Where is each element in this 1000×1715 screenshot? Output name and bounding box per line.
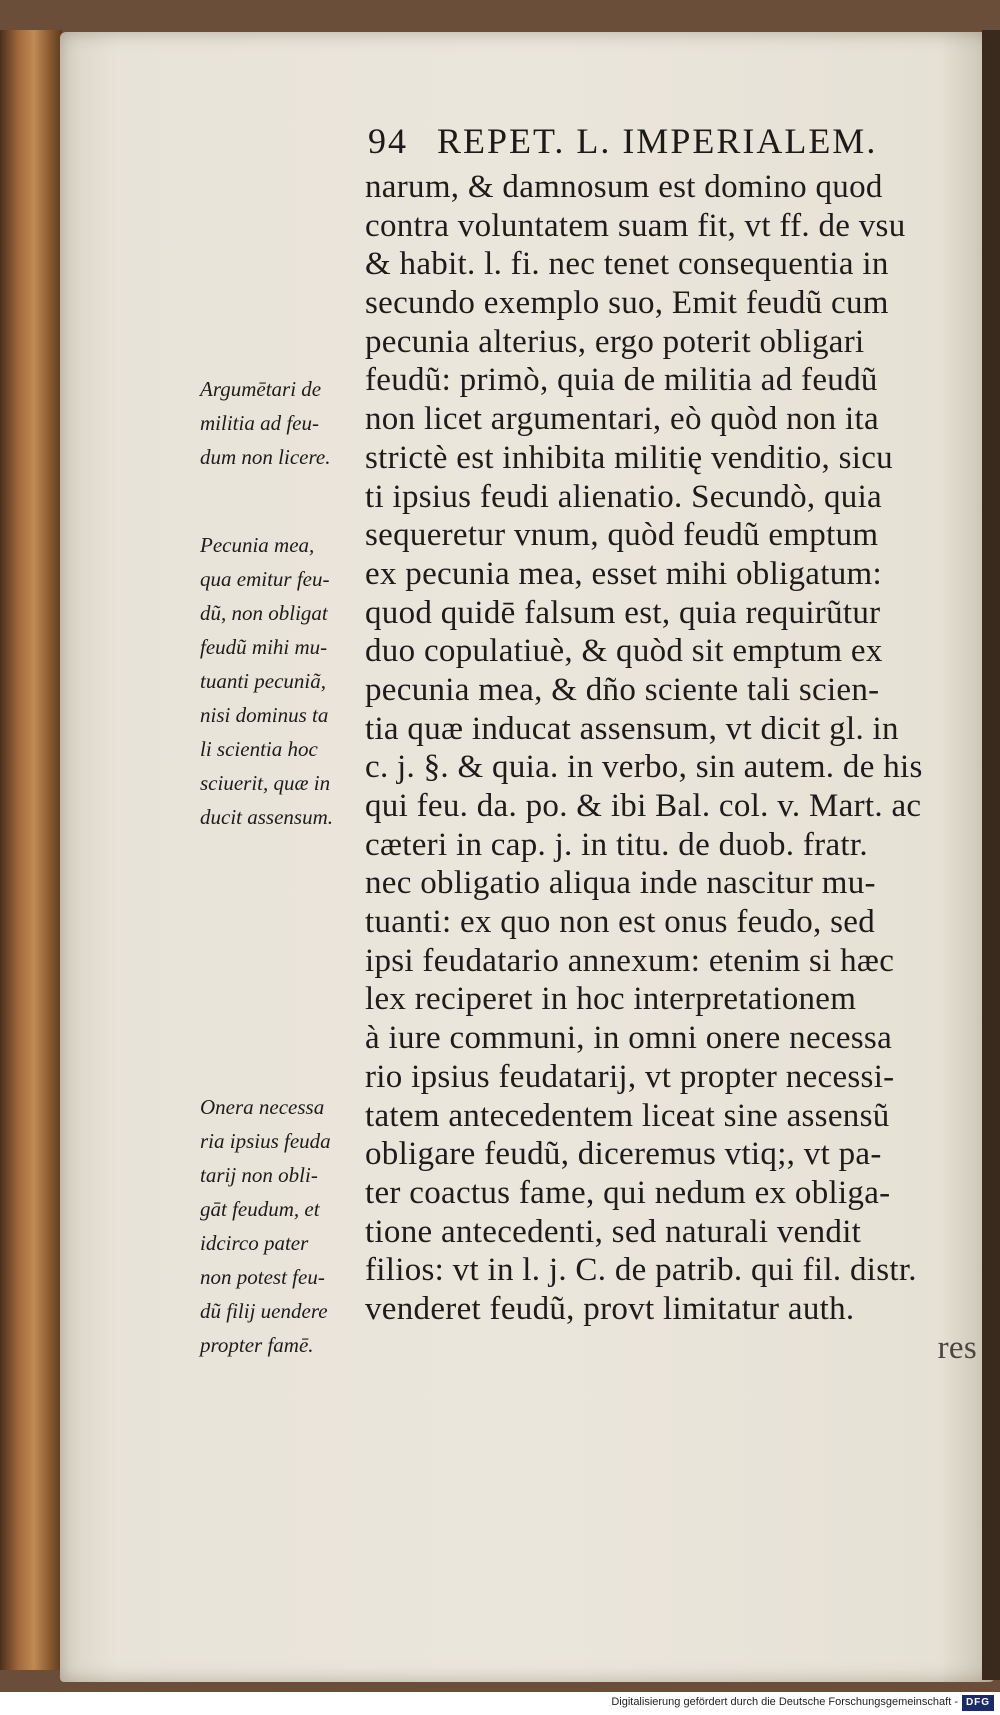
marginal-note-line: sciuerit, quæ in [200,771,331,795]
text-line: & habit. l. fi. nec tenet consequentia in [365,246,889,283]
book-spine-edge [0,30,62,1670]
marginal-note-line: ducit assensum. [200,805,333,829]
dfg-logo: DFG [962,1695,994,1711]
text-line: à iure communi, in omni onere necessa [365,1020,893,1057]
marginal-note-line: idcirco pater [200,1231,309,1255]
marginal-note-line: militia ad feu- [200,411,319,435]
marginal-note-line: dũ, non obligat [200,601,328,625]
funding-credit: Digitalisierung gefördert durch die Deutsche Forschungsgemeinschaft - [611,1696,958,1708]
text-line: rio ipsius feudatarij, vt propter necessi- [365,1058,895,1095]
marginal-note-line: Pecunia mea, [200,533,315,557]
text-line: obligare feudũ, diceremus vtiq;, vt pa- [365,1136,882,1173]
marginal-note-line: propter famē. [200,1333,314,1357]
text-line: quod quidē falsum est, quia requirũtur [365,594,881,631]
running-head [368,120,968,162]
text-line: filios: vt in l. j. C. de patrib. qui fil. distr. [365,1252,917,1289]
text-line: tuanti: ex quo non est onus feudo, sed [365,904,875,941]
marginal-note-line: dum non licere. [200,445,331,469]
page-number: 94 [368,121,408,161]
text-line: c. j. §. & quia. in verbo, sin autem. de his [365,749,923,786]
marginal-note-line: dũ filij uendere [200,1299,328,1323]
marginal-note-line: nisi dominus ta [200,703,329,727]
text-line: ti ipsius feudi alienatio. Secundò, quia [365,478,882,515]
text-line: venderet feudũ, provt limitatur auth. [365,1290,855,1327]
main-text-block [365,168,977,1367]
text-line: ter coactus fame, qui nedum ex obliga- [365,1174,891,1211]
text-line: tia quæ inducat assensum, vt dicit gl. in [365,710,899,747]
text-line: tatem antecedentem liceat sine assensũ [365,1097,890,1134]
text-line: contra voluntatem suam fit, vt ff. de vsu [365,207,906,244]
text-line: qui feu. da. po. & ibi Bal. col. v. Mart. ac [365,788,922,824]
footer-bar [0,1692,1000,1715]
marginal-note-line: qua emitur feu- [200,567,330,591]
text-line: ipsi feudatario annexum: etenim si hæc [365,942,895,979]
page-right-edge [982,30,1000,1680]
text-line: lex reciperet in hoc interpretationem [365,981,857,1018]
text-line: sequeretur vnum, quòd feudũ emptum [365,517,879,554]
text-line: pecunia alterius, ergo poterit obligari [365,323,865,360]
text-line: secundo exemplo suo, Emit feudũ cum [365,285,889,322]
text-line: narum, & damnosum est domino quod [365,169,883,205]
text-line: non licet argumentari, eò quòd non ita [365,401,879,438]
text-line: ex pecunia mea, esset mihi obligatum: [365,555,882,592]
text-line: feudũ: primò, quia de militia ad feudũ [365,362,878,399]
text-line: cæteri in cap. j. in titu. de duob. fratr. [365,826,868,863]
marginal-note-line: non potest feu- [200,1265,325,1289]
marginal-note-line: ria ipsius feuda [200,1129,331,1153]
marginal-note-line: tuanti pecuniã, [200,669,326,693]
text-line: strictè est inhibita militię venditio, sicu [365,439,893,476]
text-line: tione antecedenti, sed naturali vendit [365,1213,862,1250]
marginal-note-line: Onera necessa [200,1095,325,1119]
marginal-note [200,372,365,474]
catchword: res [937,1329,977,1366]
marginal-note-line: feudũ mihi mu- [200,635,328,659]
marginal-note-line: gāt feudum, et [200,1197,320,1221]
text-line: duo copulatiuè, & quòd sit emptum ex [365,633,883,670]
marginal-note [200,1090,365,1362]
marginal-note-line: tarij non obli- [200,1163,318,1187]
text-line: pecunia mea, & dño sciente tali scien- [365,671,880,708]
text-line: nec obligatio aliqua inde nascitur mu- [365,865,876,902]
marginal-note [200,528,365,834]
marginal-note-line: li scientia hoc [200,737,318,761]
running-title: REPET. L. IMPERIALEM. [437,121,878,161]
marginal-note-line: Argumētari de [200,377,322,401]
